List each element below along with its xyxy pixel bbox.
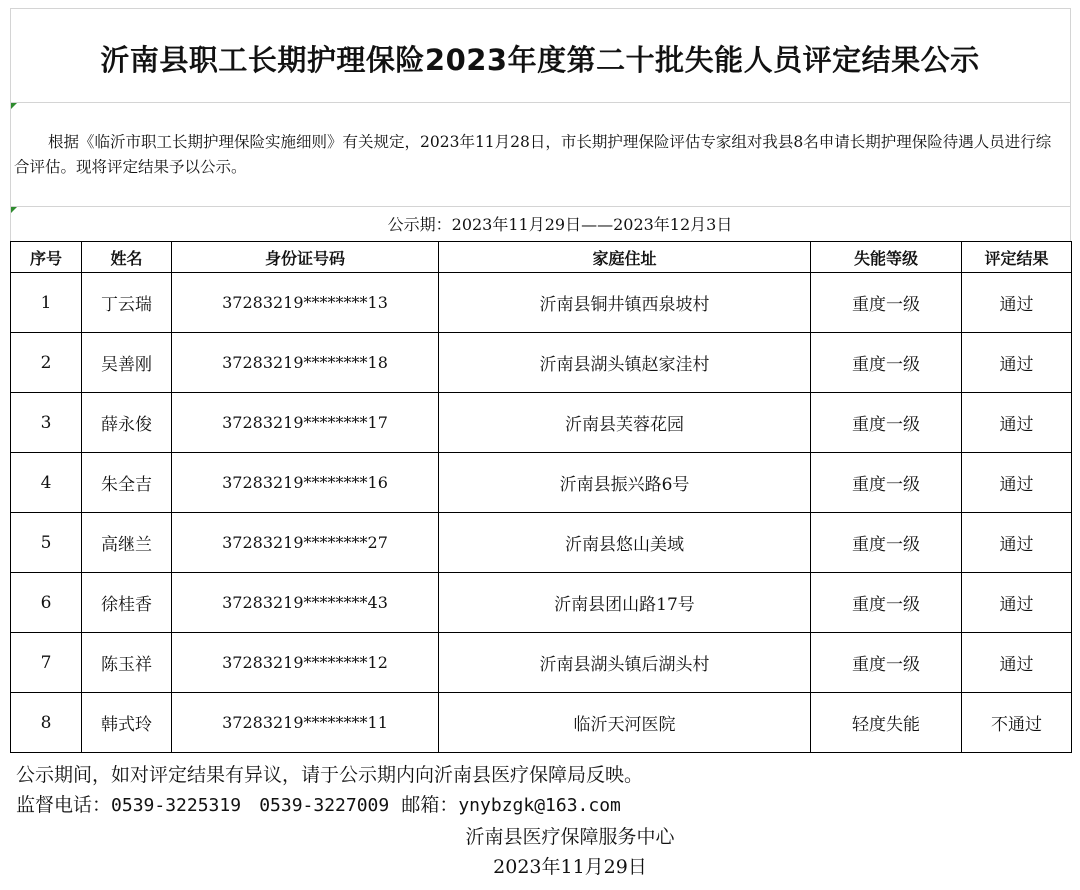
cell-disability-level: 重度一级 [811,453,962,513]
cell-index: 3 [11,393,82,453]
announcement-period: 公示期：2023年11月29日——2023年12月3日 [387,215,733,234]
table-row [11,393,1072,453]
table-row [11,513,1072,573]
cell-disability-level: 重度一级 [811,393,962,453]
cell-result: 通过 [962,273,1072,333]
cell-result: 通过 [962,333,1072,393]
cell-disability-level: 重度一级 [811,573,962,633]
phone-label: 监督电话： [16,794,112,816]
cell-result: 通过 [962,573,1072,633]
cell-result: 不通过 [962,693,1072,753]
header-result: 评定结果 [962,242,1072,273]
cell-address: 沂南县团山路17号 [439,573,811,633]
cell-index: 1 [11,273,82,333]
cell-name: 吴善刚 [82,333,172,393]
cell-disability-level: 重度一级 [811,333,962,393]
cell-disability-level: 重度一级 [811,633,962,693]
cell-index: 8 [11,693,82,753]
cell-name: 韩式玲 [82,693,172,753]
cell-result: 通过 [962,453,1072,513]
table-row [11,573,1072,633]
cell-index: 6 [11,573,82,633]
cell-index: 5 [11,513,82,573]
cell-id-number: 37283219********27 [172,513,439,573]
cell-address: 沂南县湖头镇赵家洼村 [439,333,811,393]
cell-name: 徐桂香 [82,573,172,633]
issuing-organization: 沂南县医疗保障服务中心 [465,826,675,848]
phone-number-1: 0539-3225319 [111,795,242,816]
cell-address: 沂南县铜井镇西泉坡村 [439,273,811,333]
email-label: 邮箱： [401,794,459,816]
cell-address: 临沂天河医院 [439,693,811,753]
contact-line [16,790,621,817]
header-name: 姓名 [82,242,172,273]
cell-id-number: 37283219********11 [172,693,439,753]
email-address: ynybzgk@163.com [458,795,621,816]
objection-notice: 公示期间，如对评定结果有异议，请于公示期内向沂南县医疗保障局反映。 [16,764,644,786]
issue-date: 2023年11月29日 [493,856,647,878]
cell-name: 朱全吉 [82,453,172,513]
header-address: 家庭住址 [439,242,811,273]
cell-id-number: 37283219********18 [172,333,439,393]
cell-result: 通过 [962,393,1072,453]
header-id-number: 身份证号码 [172,242,439,273]
cell-name: 丁云瑞 [82,273,172,333]
table-row [11,633,1072,693]
phone-number-2: 0539-3227009 [259,795,390,816]
table-header-row [11,242,1072,273]
table-row [11,273,1072,333]
cell-name: 高继兰 [82,513,172,573]
cell-index: 2 [11,333,82,393]
table-row [11,693,1072,753]
page-title: 沂南县职工长期护理保险2023年度第二十批失能人员评定结果公示 [100,42,980,77]
table-row [11,333,1072,393]
cell-name: 薛永俊 [82,393,172,453]
header-index: 序号 [11,242,82,273]
cell-address: 沂南县湖头镇后湖头村 [439,633,811,693]
cell-id-number: 37283219********17 [172,393,439,453]
cell-disability-level: 轻度失能 [811,693,962,753]
cell-address: 沂南县芙蓉花园 [439,393,811,453]
cell-id-number: 37283219********12 [172,633,439,693]
header-disability-level: 失能等级 [811,242,962,273]
cell-id-number: 37283219********13 [172,273,439,333]
cell-index: 4 [11,453,82,513]
cell-result: 通过 [962,633,1072,693]
intro-paragraph: 根据《临沂市职工长期护理保险实施细则》有关规定，2023年11月28日，市长期护理保险评估专家组对我县8名申请长期护理保险待遇人员进行综合评估。现将评定结果予以公示。 [14,133,1052,176]
cell-result: 通过 [962,513,1072,573]
cell-address: 沂南县振兴路6号 [439,453,811,513]
results-table [10,241,1072,753]
cell-index: 7 [11,633,82,693]
cell-id-number: 37283219********43 [172,573,439,633]
gridline [10,206,1071,207]
cell-disability-level: 重度一级 [811,273,962,333]
cell-id-number: 37283219********16 [172,453,439,513]
table-row [11,453,1072,513]
cell-name: 陈玉祥 [82,633,172,693]
cell-disability-level: 重度一级 [811,513,962,573]
cell-address: 沂南县悠山美域 [439,513,811,573]
